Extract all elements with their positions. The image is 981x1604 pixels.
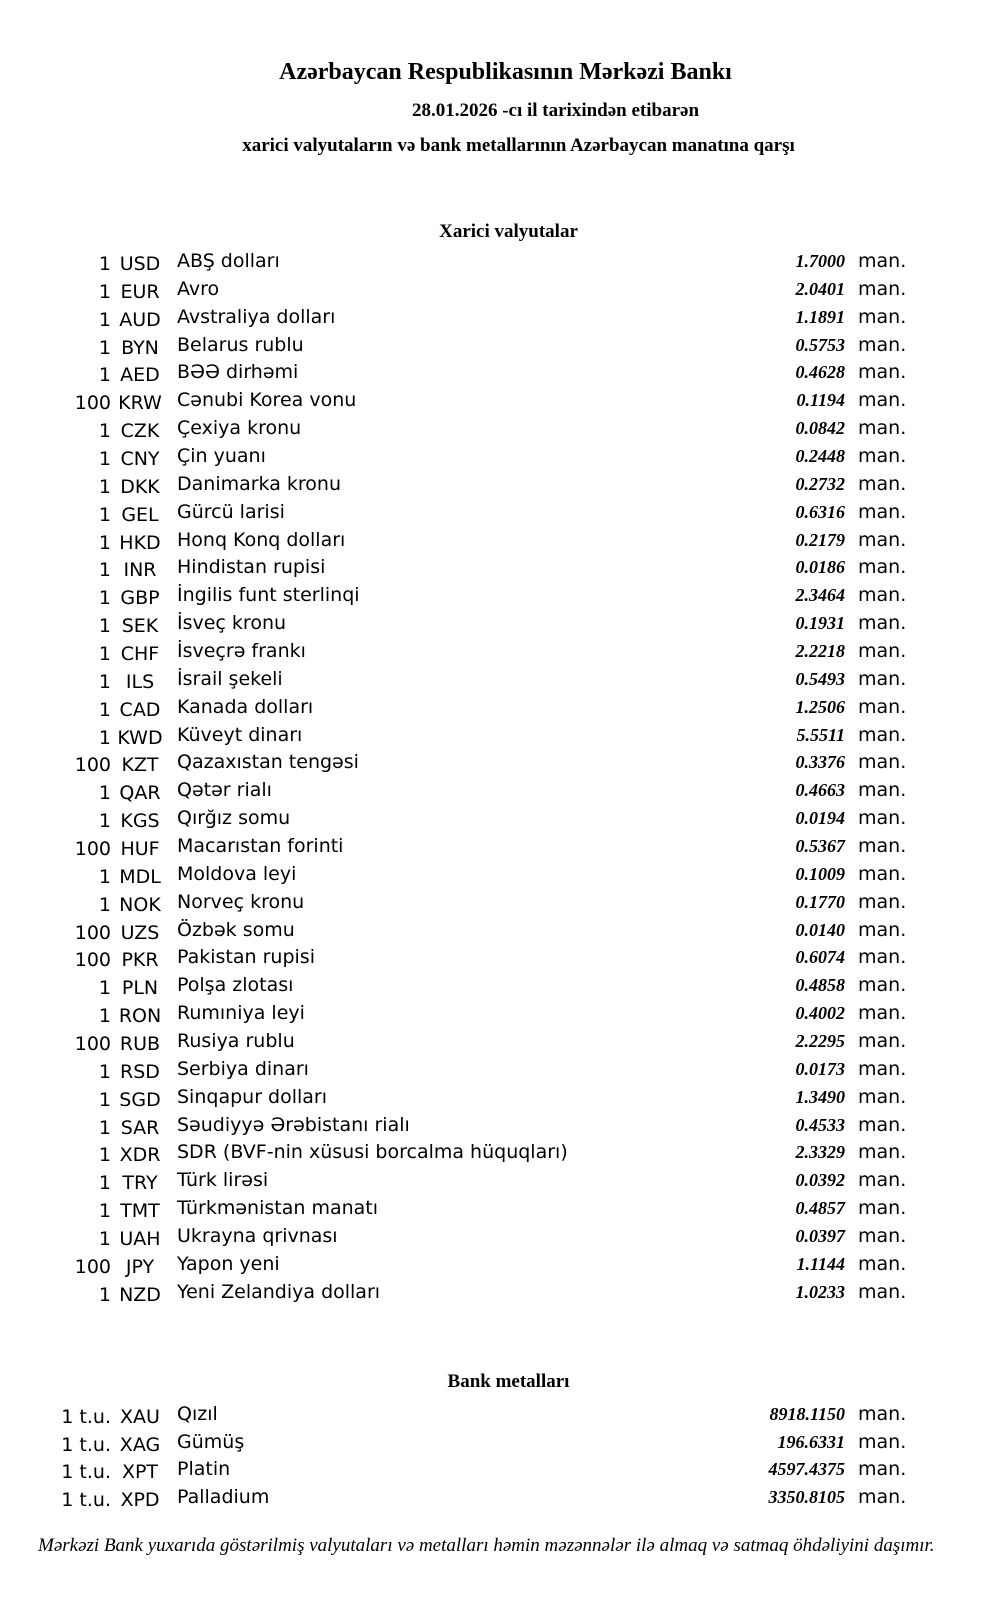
currency-code: CAD bbox=[119, 698, 161, 721]
unit-label: man. bbox=[858, 1002, 907, 1025]
currency-code: SAR bbox=[120, 1116, 160, 1139]
unit-label: man. bbox=[858, 612, 907, 635]
rate-row-sar bbox=[0, 1114, 981, 1142]
rate-value: 0.0194 bbox=[795, 808, 845, 829]
rate-value: 1.7000 bbox=[795, 251, 845, 271]
currency-code: RUB bbox=[119, 1032, 161, 1055]
currency-name: Serbiya dinarı bbox=[177, 1057, 309, 1080]
currency-name: Hindistan rupisi bbox=[177, 556, 326, 579]
rate-value: 0.1931 bbox=[795, 613, 845, 634]
quantity: 1 bbox=[98, 893, 111, 916]
quantity: 100 bbox=[74, 1032, 111, 1055]
currency-name: Yeni Zelandiya dolları bbox=[177, 1280, 381, 1303]
currency-code: RSD bbox=[120, 1060, 160, 1083]
unit-label: man. bbox=[858, 1403, 907, 1425]
currency-code: XPD bbox=[120, 1488, 160, 1511]
unit-label: man. bbox=[858, 1485, 907, 1508]
unit-label: man. bbox=[858, 584, 907, 607]
unit-label: man. bbox=[858, 1169, 907, 1192]
unit-label: man. bbox=[858, 779, 907, 802]
rate-value: 3350.8105 bbox=[768, 1486, 845, 1507]
unit-label: man. bbox=[858, 723, 907, 746]
unit-label: man. bbox=[858, 1252, 907, 1275]
rate-row-ron bbox=[0, 1002, 981, 1030]
unit-label: man. bbox=[858, 974, 907, 997]
rate-row-hkd bbox=[0, 529, 981, 557]
currency-name: Küveyt dinarı bbox=[177, 723, 303, 746]
quantity: 1 bbox=[98, 670, 111, 693]
unit-label: man. bbox=[858, 500, 907, 523]
unit-label: man. bbox=[858, 389, 907, 412]
quantity: 1 bbox=[98, 1172, 111, 1195]
currency-code: KGS bbox=[120, 810, 160, 833]
currency-code: UZS bbox=[120, 921, 160, 944]
currency-code: KWD bbox=[117, 726, 163, 749]
quantity: 1 bbox=[98, 865, 111, 888]
rate-value: 1.0233 bbox=[795, 1281, 845, 1302]
quantity: 1 t.u. bbox=[61, 1461, 111, 1483]
rate-row-gbp bbox=[0, 584, 981, 612]
quantity: 1 bbox=[98, 1144, 111, 1167]
quantity: 1 bbox=[98, 531, 111, 554]
currency-code: AUD bbox=[119, 308, 161, 331]
rate-value: 0.4857 bbox=[795, 1198, 845, 1219]
currency-name: Qızıl bbox=[177, 1403, 218, 1425]
rate-row-gel bbox=[0, 501, 981, 529]
currency-code: KZT bbox=[121, 754, 159, 777]
unit-label: man. bbox=[858, 695, 907, 718]
rate-row-xpt bbox=[0, 1458, 981, 1486]
currency-code: INR bbox=[123, 559, 157, 582]
currency-name: Palladium bbox=[177, 1485, 270, 1508]
currency-name: Macarıstan forinti bbox=[177, 834, 344, 857]
section-title-metals: Bank metalları bbox=[447, 1371, 570, 1392]
rate-value: 0.6316 bbox=[795, 501, 845, 522]
quantity: 1 bbox=[98, 1116, 111, 1139]
currency-code: DKK bbox=[120, 475, 160, 498]
rate-value: 0.0173 bbox=[795, 1058, 845, 1079]
rate-row-sek bbox=[0, 612, 981, 640]
rate-row-chf bbox=[0, 640, 981, 668]
unit-label: man. bbox=[858, 834, 907, 857]
currency-code: UAH bbox=[119, 1227, 161, 1250]
rate-row-kzt bbox=[0, 751, 981, 779]
unit-label: man. bbox=[858, 1280, 907, 1303]
rate-value: 0.2179 bbox=[795, 529, 845, 550]
currency-code: TRY bbox=[122, 1172, 158, 1195]
rate-value: 0.2732 bbox=[795, 473, 845, 494]
quantity: 1 bbox=[98, 475, 111, 498]
rate-value: 0.1009 bbox=[795, 863, 845, 884]
rate-value: 0.4858 bbox=[795, 975, 845, 996]
rate-value: 0.4533 bbox=[795, 1114, 845, 1135]
quantity: 1 bbox=[98, 253, 111, 275]
currency-name: Qazaxıstan tengəsi bbox=[177, 751, 359, 774]
quantity: 100 bbox=[74, 754, 111, 777]
currency-name: Türkmənistan manatı bbox=[177, 1197, 379, 1220]
rate-value: 2.0401 bbox=[795, 278, 845, 299]
rate-row-try bbox=[0, 1169, 981, 1197]
currency-name: BƏƏ dirhəmi bbox=[177, 361, 299, 384]
unit-label: man. bbox=[858, 1085, 907, 1108]
rate-value: 2.2295 bbox=[795, 1030, 845, 1051]
rate-value: 0.0842 bbox=[795, 418, 845, 439]
currency-code: NZD bbox=[119, 1283, 161, 1306]
rate-row-eur bbox=[0, 278, 981, 306]
currency-name: Pakistan rupisi bbox=[177, 946, 315, 969]
currency-code: MDL bbox=[119, 865, 161, 888]
unit-label: man. bbox=[858, 528, 907, 551]
unit-label: man. bbox=[858, 472, 907, 495]
rate-row-huf bbox=[0, 835, 981, 863]
unit-label: man. bbox=[858, 1430, 907, 1453]
quantity: 1 bbox=[98, 977, 111, 1000]
rate-value: 0.1194 bbox=[796, 390, 845, 411]
currency-name: Yapon yeni bbox=[177, 1252, 280, 1275]
rate-value: 0.2448 bbox=[795, 445, 845, 466]
currency-code: QAR bbox=[119, 782, 161, 805]
quantity: 1 bbox=[98, 1088, 111, 1111]
rate-row-kwd bbox=[0, 724, 981, 752]
unit-label: man. bbox=[858, 277, 907, 300]
rate-row-byn bbox=[0, 334, 981, 362]
quantity: 100 bbox=[74, 1255, 111, 1278]
quantity: 1 bbox=[98, 559, 111, 582]
rate-row-aed bbox=[0, 361, 981, 389]
quantity: 1 bbox=[98, 1060, 111, 1083]
currency-name: Rusiya rublu bbox=[177, 1029, 295, 1052]
quantity: 1 bbox=[98, 726, 111, 749]
currency-name: Səudiyyə Ərəbistanı rialı bbox=[177, 1113, 410, 1136]
currency-name: Türk lirəsi bbox=[177, 1169, 269, 1192]
quantity: 1 bbox=[98, 782, 111, 805]
rate-value: 0.4628 bbox=[795, 362, 845, 383]
quantity: 100 bbox=[74, 392, 111, 415]
currency-name: Avro bbox=[177, 277, 220, 300]
rate-value: 0.4663 bbox=[795, 780, 845, 801]
rate-value: 1.1891 bbox=[795, 306, 845, 327]
unit-label: man. bbox=[858, 417, 907, 440]
unit-label: man. bbox=[858, 1224, 907, 1247]
quantity: 1 bbox=[98, 280, 111, 303]
unit-label: man. bbox=[858, 556, 907, 579]
unit-label: man. bbox=[858, 807, 907, 830]
rate-value: 0.5493 bbox=[795, 668, 845, 689]
rate-row-jpy bbox=[0, 1253, 981, 1281]
currency-code: KRW bbox=[118, 392, 162, 415]
currency-name: Sinqapur dolları bbox=[177, 1085, 328, 1108]
currency-code: CZK bbox=[120, 420, 160, 443]
unit-label: man. bbox=[858, 333, 907, 356]
rate-value: 1.2506 bbox=[795, 696, 845, 717]
currency-name: Danimarka kronu bbox=[177, 472, 342, 495]
quantity: 1 bbox=[98, 1005, 111, 1028]
currency-name: Gümüş bbox=[177, 1430, 245, 1453]
currency-code: EUR bbox=[120, 280, 160, 303]
currency-code: BYN bbox=[121, 336, 159, 359]
currency-name: Honq Konq dolları bbox=[177, 528, 346, 551]
rate-value: 4597.4375 bbox=[768, 1459, 845, 1479]
quantity: 1 bbox=[98, 587, 111, 610]
unit-label: man. bbox=[858, 1458, 907, 1480]
currency-name: ABŞ dolları bbox=[177, 250, 280, 272]
currency-name: İngilis funt sterlinqi bbox=[177, 584, 360, 607]
rate-row-pln bbox=[0, 974, 981, 1002]
rate-row-rsd bbox=[0, 1058, 981, 1086]
currency-code: XAU bbox=[120, 1406, 160, 1428]
currency-code: XPT bbox=[121, 1461, 159, 1483]
currency-code: XAG bbox=[119, 1433, 161, 1456]
currency-name: Qırğız somu bbox=[177, 807, 291, 830]
rate-row-kgs bbox=[0, 807, 981, 835]
quantity: 100 bbox=[74, 921, 111, 944]
currency-name: Rumıniya leyi bbox=[177, 1002, 305, 1025]
quantity: 100 bbox=[74, 949, 111, 972]
section-title-currencies: Xarici valyutalar bbox=[439, 221, 578, 242]
currency-name: Çexiya kronu bbox=[177, 417, 302, 440]
currency-code: XDR bbox=[119, 1144, 161, 1167]
currency-name: İsrail şekeli bbox=[177, 667, 283, 690]
rate-row-nzd bbox=[0, 1281, 981, 1309]
rate-row-inr bbox=[0, 556, 981, 584]
quantity: 1 bbox=[98, 420, 111, 443]
unit-label: man. bbox=[858, 946, 907, 969]
currency-name: Platin bbox=[177, 1458, 231, 1480]
currency-name: Qətər rialı bbox=[177, 779, 272, 802]
currency-name: Avstraliya dolları bbox=[177, 305, 336, 328]
unit-label: man. bbox=[858, 862, 907, 885]
currency-name: Polşa zlotası bbox=[177, 974, 294, 997]
currency-code: RON bbox=[118, 1005, 162, 1028]
unit-label: man. bbox=[858, 444, 907, 467]
currency-name: Ukrayna qrivnası bbox=[177, 1224, 338, 1247]
rate-row-xag bbox=[0, 1431, 981, 1459]
quantity: 1 bbox=[98, 810, 111, 833]
disclaimer-text: Mərkəzi Bank yuxarıda göstərilmiş valyutaları və metalları həmin məzənnələr ilə almaq və satmaq öhdəliyini daşımır. bbox=[38, 1535, 935, 1556]
rate-value: 2.3464 bbox=[795, 585, 845, 606]
rate-row-cad bbox=[0, 696, 981, 724]
quantity: 1 bbox=[98, 1200, 111, 1223]
rate-value: 2.3329 bbox=[795, 1142, 845, 1163]
rate-row-cny bbox=[0, 445, 981, 473]
currency-code: SGD bbox=[119, 1088, 161, 1111]
unit-label: man. bbox=[858, 250, 907, 272]
rate-value: 0.6074 bbox=[795, 947, 845, 968]
rate-row-rub bbox=[0, 1030, 981, 1058]
rate-value: 0.1770 bbox=[795, 891, 845, 912]
currency-code: JPY bbox=[125, 1255, 155, 1278]
rate-row-tmt bbox=[0, 1197, 981, 1225]
rate-value: 1.3490 bbox=[795, 1086, 845, 1107]
rate-row-ils bbox=[0, 668, 981, 696]
unit-label: man. bbox=[858, 639, 907, 662]
rate-value: 0.0397 bbox=[795, 1225, 845, 1246]
rate-row-xau bbox=[0, 1403, 981, 1431]
currency-rates-table bbox=[0, 250, 981, 1312]
currency-code: HUF bbox=[120, 837, 160, 860]
currency-name: İsveçrə frankı bbox=[177, 639, 306, 662]
quantity: 1 bbox=[98, 698, 111, 721]
rate-row-mdl bbox=[0, 863, 981, 891]
currency-name: Norveç kronu bbox=[177, 890, 305, 913]
currency-code: AED bbox=[120, 364, 160, 387]
rate-value: 1.1144 bbox=[796, 1253, 845, 1274]
quantity: 1 t.u. bbox=[61, 1488, 111, 1511]
currency-code: PLN bbox=[121, 977, 159, 1000]
rate-row-uzs bbox=[0, 919, 981, 947]
quantity: 1 bbox=[98, 336, 111, 359]
quantity: 1 t.u. bbox=[61, 1433, 111, 1456]
rate-row-uah bbox=[0, 1225, 981, 1253]
currency-name: Moldova leyi bbox=[177, 862, 297, 885]
unit-label: man. bbox=[858, 1029, 907, 1052]
currency-name: Kanada dolları bbox=[177, 695, 314, 718]
currency-name: Belarus rublu bbox=[177, 333, 304, 356]
currency-code: GEL bbox=[121, 503, 159, 526]
quantity: 1 bbox=[98, 642, 111, 665]
rate-value: 0.0186 bbox=[795, 557, 845, 578]
rate-value: 0.5753 bbox=[795, 334, 845, 355]
rate-row-qar bbox=[0, 779, 981, 807]
unit-label: man. bbox=[858, 918, 907, 941]
currency-name: İsveç kronu bbox=[177, 612, 287, 635]
currency-code: CNY bbox=[120, 447, 160, 470]
currency-code: TMT bbox=[120, 1200, 160, 1223]
unit-label: man. bbox=[858, 1057, 907, 1080]
quantity: 1 bbox=[98, 1283, 111, 1306]
currency-name: Özbək somu bbox=[177, 918, 295, 941]
currency-code: ILS bbox=[125, 670, 155, 693]
rate-row-krw bbox=[0, 389, 981, 417]
rate-value: 0.3376 bbox=[795, 752, 845, 773]
quantity: 1 t.u. bbox=[61, 1406, 111, 1428]
currency-name: Cənubi Korea vonu bbox=[177, 389, 357, 412]
rate-row-sgd bbox=[0, 1086, 981, 1114]
rate-value: 0.4002 bbox=[795, 1003, 845, 1024]
rate-value: 196.6331 bbox=[777, 1431, 845, 1452]
quantity: 1 bbox=[98, 447, 111, 470]
unit-label: man. bbox=[858, 305, 907, 328]
currency-code: SEK bbox=[121, 615, 159, 638]
quantity: 1 bbox=[98, 308, 111, 331]
metal-rates-table bbox=[0, 1403, 981, 1515]
currency-name: Çin yuanı bbox=[177, 444, 266, 467]
currency-code: PKR bbox=[121, 949, 159, 972]
currency-code: USD bbox=[119, 253, 161, 275]
rate-row-xdr bbox=[0, 1141, 981, 1169]
rate-row-nok bbox=[0, 891, 981, 919]
rate-row-czk bbox=[0, 417, 981, 445]
quantity: 1 bbox=[98, 503, 111, 526]
currency-name: SDR (BVF-nin xüsusi borcalma hüquqları) bbox=[177, 1141, 568, 1164]
unit-label: man. bbox=[858, 751, 907, 774]
rate-row-pkr bbox=[0, 946, 981, 974]
effective-date: 28.01.2026 -cı il tarixindən etibarən bbox=[411, 100, 700, 121]
unit-label: man. bbox=[858, 1141, 907, 1164]
unit-label: man. bbox=[858, 890, 907, 913]
rate-value: 5.5511 bbox=[796, 724, 845, 745]
unit-label: man. bbox=[858, 361, 907, 384]
unit-label: man. bbox=[858, 1197, 907, 1220]
rate-value: 0.0392 bbox=[795, 1170, 845, 1191]
rate-row-usd bbox=[0, 250, 981, 278]
rate-value: 8918.1150 bbox=[769, 1404, 845, 1424]
quantity: 1 bbox=[98, 1227, 111, 1250]
rate-value: 2.2218 bbox=[795, 640, 845, 661]
rate-value: 0.0140 bbox=[795, 919, 845, 940]
currency-code: CHF bbox=[120, 642, 160, 665]
rate-row-aud bbox=[0, 306, 981, 334]
unit-label: man. bbox=[858, 667, 907, 690]
rate-value: 0.5367 bbox=[795, 835, 845, 856]
currency-name: Gürcü larisi bbox=[177, 500, 285, 523]
page-title: Azərbaycan Respublikasının Mərkəzi Bankı bbox=[279, 59, 732, 85]
page-subtitle: xarici valyutaların və bank metallarının Azərbaycan manatına qarşı bbox=[242, 135, 795, 156]
quantity: 1 bbox=[98, 615, 111, 638]
rate-row-dkk bbox=[0, 473, 981, 501]
quantity: 1 bbox=[98, 364, 111, 387]
currency-code: GBP bbox=[120, 587, 160, 610]
quantity: 100 bbox=[74, 837, 111, 860]
currency-code: NOK bbox=[119, 893, 161, 916]
currency-code: HKD bbox=[119, 531, 161, 554]
unit-label: man. bbox=[858, 1113, 907, 1136]
rate-row-xpd bbox=[0, 1486, 981, 1514]
